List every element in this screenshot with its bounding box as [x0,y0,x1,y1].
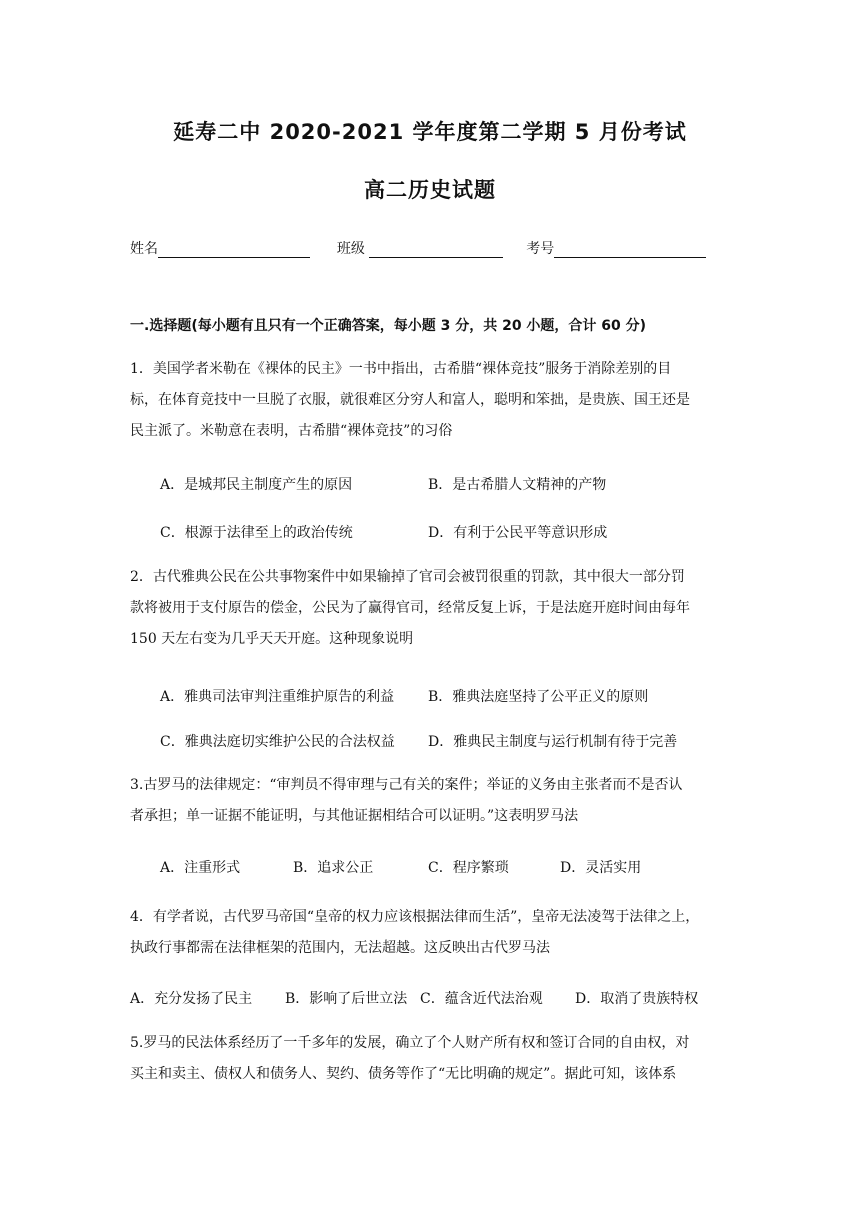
question-4-option-d[interactable]: D．取消了贵族特权 [575,991,699,1007]
question-4-option-b[interactable]: B．影响了后世立法 [285,991,408,1007]
question-2-stem [130,562,730,655]
question-3-stem [130,770,730,832]
question-line: 5.罗马的民法体系经历了一千多年的发展，确立了个人财产所有权和签订合同的自由权，对 [130,1035,690,1051]
question-2-option-d[interactable]: D．雅典民主制度与运行机制有待于完善 [428,734,678,750]
question-3-option-a[interactable]: A．注重形式 [160,860,241,876]
question-line: 2．古代雅典公民在公共事物案件中如果输掉了官司会被罚很重的罚款，其中很大一部分罚 [130,569,685,585]
question-line: 1．美国学者米勒在《裸体的民主》一书中指出，古希腊“裸体竞技”服务于消除差别的目 [130,361,672,377]
question-line: 民主派了。米勒意在表明，古希腊“裸体竞技”的习俗 [130,423,453,439]
name-blank[interactable] [158,243,310,258]
question-line: 3.古罗马的法律规定：“审判员不得审理与己有关的案件；举证的义务由主张者而不是否认 [130,777,683,793]
exam-subtitle: 高二历史试题 [364,178,496,202]
exam-no-label: 考号 [526,241,555,257]
question-line: 者承担；单一证据不能证明，与其他证据相结合可以证明。”这表明罗马法 [130,808,579,824]
exam-title: 延寿二中 2020-2021 学年度第二学期 5 月份考试 [173,120,687,144]
question-2-option-a[interactable]: A．雅典司法审判注重维护原告的利益 [160,689,395,705]
question-4-option-a[interactable]: A．充分发扬了民主 [130,991,253,1007]
question-3-option-d[interactable]: D．灵活实用 [560,860,642,876]
question-5-stem [130,1028,730,1090]
question-1-option-c[interactable]: C．根源于法律至上的政治传统 [160,525,353,541]
question-1-option-a[interactable]: A．是城邦民主制度产生的原因 [160,477,353,493]
name-label: 姓名 [130,241,158,257]
section-heading: 一.选择题(每小题有且只有一个正确答案，每小题 3 分，共 20 小题，合计 60 分) [130,318,647,334]
question-4-stem [130,902,730,964]
question-1-option-b[interactable]: B．是古希腊人文精神的产物 [428,477,607,493]
question-1-option-d[interactable]: D．有利于公民平等意识形成 [428,525,608,541]
class-blank[interactable] [369,243,503,258]
question-line: 款将被用于支付原告的偿金，公民为了赢得官司，经常反复上诉，于是法庭开庭时间由每年 [130,600,690,616]
student-info-fields [130,238,706,258]
question-4-option-c[interactable]: C．蕴含近代法治观 [420,991,543,1007]
class-label: 班级 [336,241,365,257]
question-line: 150 天左右变为几乎天天开庭。这种现象说明 [130,631,414,647]
question-2-option-b[interactable]: B．雅典法庭坚持了公平正义的原则 [428,689,649,705]
question-2-option-c[interactable]: C．雅典法庭切实维护公民的合法权益 [160,734,395,750]
question-3-option-c[interactable]: C．程序繁琐 [428,860,509,876]
question-1-stem [130,354,730,447]
question-line: 执政行事都需在法律框架的范围内，无法超越。这反映出古代罗马法 [130,940,550,956]
question-line: 买主和卖主、债权人和债务人、契约、债务等作了“无比明确的规定”。据此可知，该体系 [130,1066,677,1082]
exam-no-blank[interactable] [554,243,706,258]
question-3-option-b[interactable]: B．追求公正 [293,860,374,876]
question-line: 标，在体育竞技中一旦脱了衣服，就很难区分穷人和富人，聪明和笨拙，是贵族、国王还是 [130,392,690,408]
question-line: 4．有学者说，古代罗马帝国“皇帝的权力应该根据法律而生活”，皇帝无法凌驾于法律之上， [130,909,700,925]
